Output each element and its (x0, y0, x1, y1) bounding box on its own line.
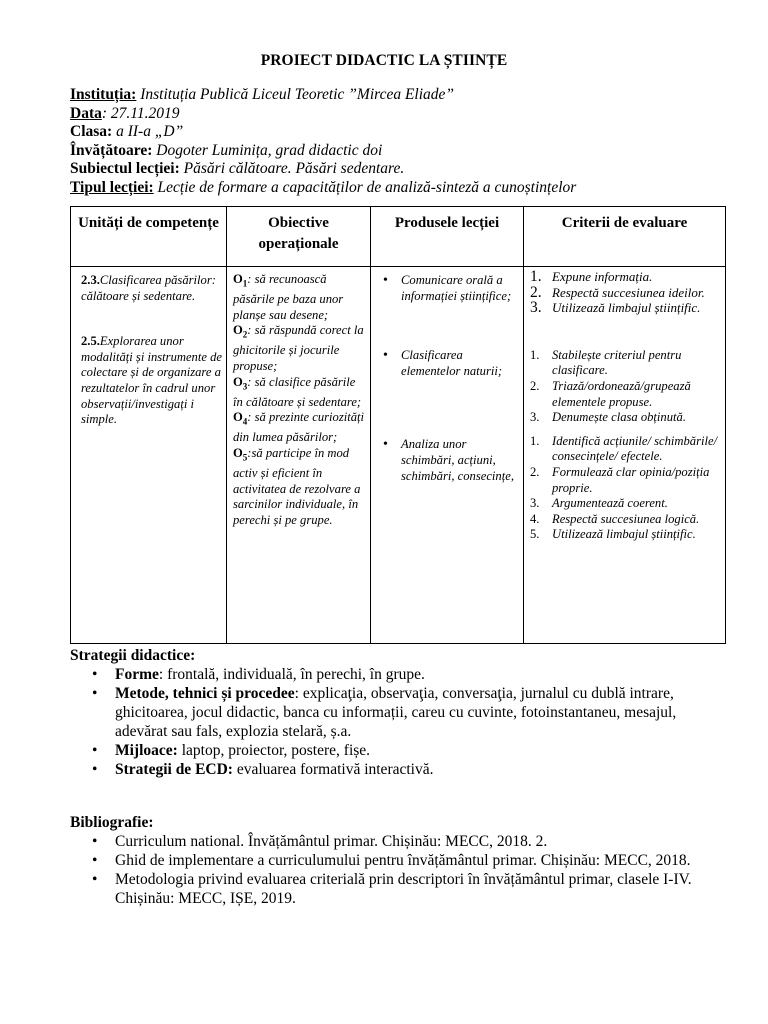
criteria-list-3 (528, 434, 721, 543)
info-value: a II-a „D” (112, 123, 184, 141)
bibliography-item: • Ghid de implementare a curriculumului pentru învățământul primar. Chișinău: MECC, 2018. (70, 851, 730, 870)
table-row (71, 267, 726, 644)
lesson-info (70, 86, 730, 198)
info-row (70, 86, 730, 105)
criterion-item: 1. Expune informația. (530, 268, 653, 285)
header-criteria: Criterii de evaluare (524, 207, 726, 267)
criterion-item: 3. Denumește clasa obținută. (530, 410, 686, 425)
bibliography-item: • Metodologia privind evaluarea criterială prin descriptori în învățământul primar, clasele I-IV. Chișinău: MECC, IȘE, 2019. (70, 870, 730, 908)
criteria-list-1 (528, 269, 721, 316)
criterion-item: 5. Utilizează limbajul științific. (530, 527, 696, 542)
strategy-item: • Strategii de ECD: evaluarea formativă interactivă. (70, 760, 730, 779)
info-label: Data (70, 104, 102, 122)
info-row (70, 160, 730, 179)
info-value: Instituția Publică Liceul Teoretic ”Mircea Eliade” (136, 86, 455, 103)
info-label: Clasa: (70, 123, 113, 141)
criterion-item: 2. Formulează clar opinia/poziția proprie. (530, 464, 710, 495)
products-cell (371, 267, 524, 644)
strategy-item: • Forme: frontală, individuală, în perechi, în grupe. (70, 665, 730, 684)
criterion-item: 1. Identifică acțiunile/ schimbările/ consecințele/ efectele. (530, 433, 718, 464)
header-products: Produsele lecției (371, 207, 524, 267)
competences-cell (71, 267, 227, 644)
info-label: Instituția: (70, 86, 137, 103)
strategies-heading: Strategii didactice: (70, 647, 196, 664)
strategies-section (70, 646, 730, 779)
info-row (70, 179, 730, 198)
header-objectives: Obiective operaționale (227, 207, 371, 267)
product-item: • Analiza unor schimbări, acțiuni, schimbări, consecințe, (377, 437, 519, 484)
document-title: PROIECT DIDACTIC LA ȘTIINȚE (260, 52, 508, 69)
competence-item: 2.3.Clasificarea păsărilor: călătoare și sedentare. (81, 273, 216, 303)
objective-item: $O_4$: să prezinte curiozități din lumea păsărilor; (233, 410, 365, 445)
criterion-item: 2. Respectă succesiunea ideilor. (530, 283, 705, 301)
objectives-cell (227, 267, 371, 644)
objective-item: $O_2$: să răspundă corect la ghicitorile și jocurile propuse; (233, 323, 364, 373)
objective-item: $O_1$: să recunoască păsările pe baza unor planșe sau desene; (233, 272, 344, 322)
objective-item: $O_5:să$ participe în mod activ și eficient în activitatea de rezolvare a sarcinilor individuale, în perechi și pe grupe. (233, 446, 361, 527)
info-row (70, 142, 730, 161)
lesson-table (70, 206, 726, 644)
criterion-item: 3. Utilizează limbajul științific. (530, 299, 701, 317)
info-label: Tipul lecției: (70, 178, 154, 196)
table-header-row (71, 207, 726, 267)
criterion-item: 2. Triază/ordonează/grupează elementele propuse. (530, 378, 691, 409)
criteria-cell (524, 267, 726, 644)
info-value: : 27.11.2019 (101, 104, 180, 122)
bibliography-heading: Bibliografie: (70, 814, 154, 831)
info-label: Învățătoare: (70, 141, 153, 159)
strategy-item: • Mijloace: laptop, proiector, postere, fișe. (70, 741, 730, 760)
product-item: • Clasificarea elementelor naturii; (377, 348, 519, 379)
bibliography-item: • Curriculum national. Învățământul primar. Chișinău: MECC, 2018. 2. (70, 832, 730, 851)
info-row (70, 123, 730, 142)
info-value: Lecție de formare a capacităților de analiză-sinteză a cunoștințelor (153, 178, 577, 196)
info-row (70, 105, 730, 124)
criterion-item: 1. Stabilește criteriul pentru clasificare. (530, 347, 682, 378)
criterion-item: 4. Respectă succesiunea logică. (530, 511, 700, 526)
strategy-item: • Metode, tehnici și procedee: explicaţia, observaţia, conversaţia, jurnalul cu dublă intrare, ghicitoarea, jocul didactic, banca cu informații, careu cu cuvinte, fotoinstantaneu, mesajul, adevărat sau fals, explozia stelară, ș.a. (70, 684, 730, 741)
objective-item: $O_3$: să clasifice păsările în călătoare și sedentare; (233, 374, 362, 409)
header-competences: Unități de competențe (71, 207, 227, 267)
info-value: Păsări călătoare. Păsări sedentare. (179, 160, 405, 178)
criterion-item: 3. Argumentează coerent. (530, 496, 668, 511)
bibliography-section (70, 813, 730, 908)
info-value: Dogoter Luminița, grad didactic doi (152, 141, 383, 159)
competence-item: 2.5.Explorarea unor modalități și instrumente de colectare și de organizare a rezultatelor în cadrul unor observații/investigați i simple. (81, 334, 222, 427)
criteria-list-2 (528, 348, 721, 426)
product-item: • Comunicare orală a informației științifice; (377, 273, 519, 304)
info-label: Subiectul lecției: (70, 160, 180, 178)
